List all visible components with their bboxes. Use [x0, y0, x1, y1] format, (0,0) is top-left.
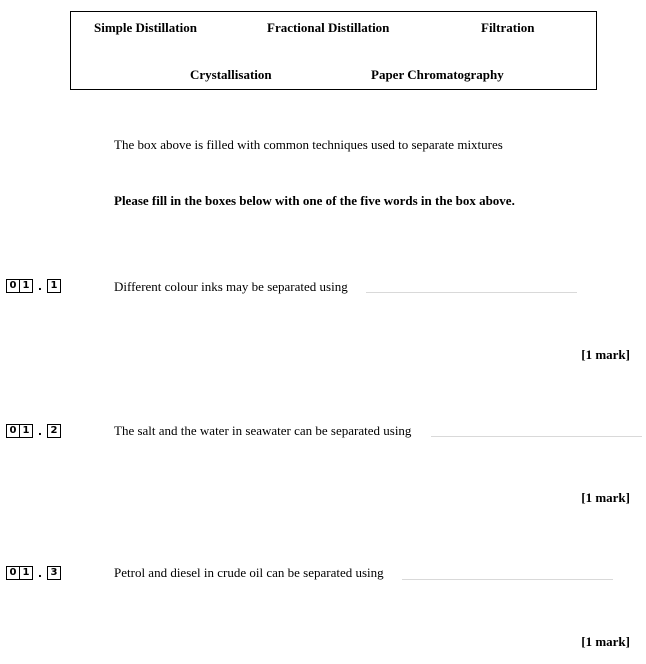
mark-allocation-01-2: [1 mark] — [581, 490, 630, 505]
question-number-01-3 — [6, 565, 61, 581]
question-separator: . — [37, 566, 43, 580]
answer-line-01-3[interactable] — [402, 579, 613, 580]
question-digit: 0 — [6, 424, 20, 438]
question-part-digit: 1 — [47, 279, 61, 293]
question-number-01-2 — [6, 423, 61, 439]
technique-crystallisation: Crystallisation — [190, 67, 272, 82]
question-digit: 1 — [20, 279, 33, 293]
intro-text: The box above is filled with common techniques used to separate mixtures — [114, 137, 503, 152]
question-digit: 1 — [20, 424, 33, 438]
question-prompt-01-3: Petrol and diesel in crude oil can be separated using — [114, 565, 384, 580]
answer-line-01-2[interactable] — [431, 436, 642, 437]
question-separator: . — [37, 279, 43, 293]
technique-paper-chromatography: Paper Chromatography — [371, 67, 504, 82]
question-part-digit: 2 — [47, 424, 61, 438]
technique-filtration: Filtration — [481, 20, 535, 35]
question-digit: 1 — [20, 566, 33, 580]
answer-line-01-1[interactable] — [366, 292, 577, 293]
mark-allocation-01-1: [1 mark] — [581, 347, 630, 362]
question-digit: 0 — [6, 566, 20, 580]
question-prompt-01-2: The salt and the water in seawater can be separated using — [114, 423, 412, 438]
question-number-01-1 — [6, 278, 61, 294]
technique-simple-distillation: Simple Distillation — [94, 20, 197, 35]
technique-fractional-distillation: Fractional Distillation — [267, 20, 390, 35]
question-prompt-01-1: Different colour inks may be separated using — [114, 279, 348, 294]
question-separator: . — [37, 424, 43, 438]
instruction-text: Please fill in the boxes below with one of the five words in the box above. — [114, 193, 515, 208]
techniques-word-box — [70, 11, 597, 90]
question-part-digit: 3 — [47, 566, 61, 580]
question-digit: 0 — [6, 279, 20, 293]
mark-allocation-01-3: [1 mark] — [581, 634, 630, 649]
